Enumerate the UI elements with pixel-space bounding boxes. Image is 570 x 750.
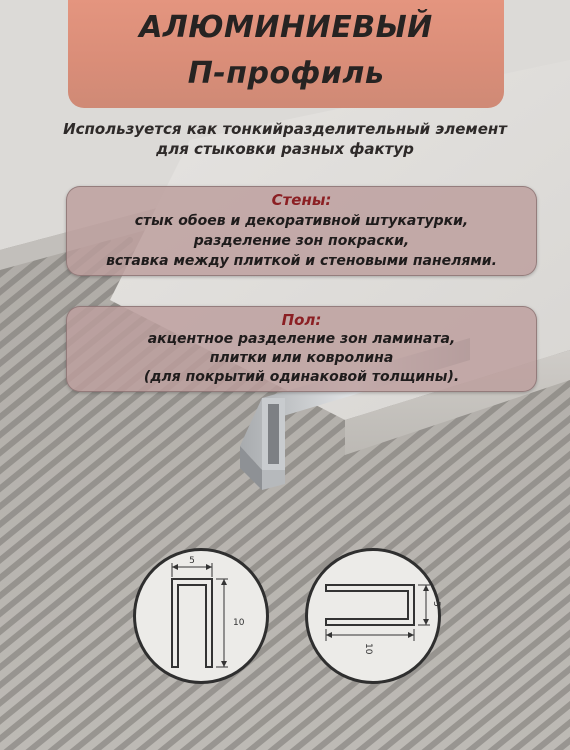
- floor-heading: Пол:: [281, 311, 322, 329]
- width-label: 5: [189, 556, 195, 566]
- length-label: 10: [363, 643, 373, 655]
- profile-diagram-vertical: [133, 548, 269, 684]
- height-label: 10: [233, 618, 245, 628]
- u-profile-shape-horizontal: [326, 585, 414, 625]
- walls-line-3: вставка между плиткой и стеновыми панелями.: [106, 253, 497, 269]
- profile-diagram-horizontal: [305, 548, 441, 684]
- floor-line-3: (для покрытий одинаковой толщины).: [143, 369, 460, 385]
- page-title-line2: П-профиль: [187, 56, 385, 91]
- horizontal-profile-drawing: [308, 551, 441, 681]
- walls-info-box: [66, 186, 537, 276]
- walls-line-1: стык обоев и декоративной штукатурки,: [134, 213, 469, 229]
- height-label-h: 5: [431, 601, 441, 607]
- subtitle-line1: Используется как тонкийразделительный элемент: [63, 120, 507, 138]
- subtitle-line2: для стыковки разных фактур: [156, 140, 414, 158]
- page-title-line1: АЛЮМИНИЕВЫЙ: [139, 10, 433, 45]
- walls-heading: Стены:: [271, 191, 332, 209]
- walls-line-2: разделение зон покраски,: [193, 233, 410, 249]
- floor-line-2: плитки или ковролина: [209, 350, 394, 366]
- floor-line-1: акцентное разделение зон ламината,: [147, 331, 456, 347]
- profile-channel-inner: [268, 404, 279, 464]
- u-profile-shape: [172, 579, 212, 667]
- vertical-profile-drawing: [136, 551, 266, 681]
- floor-info-box: [66, 306, 537, 392]
